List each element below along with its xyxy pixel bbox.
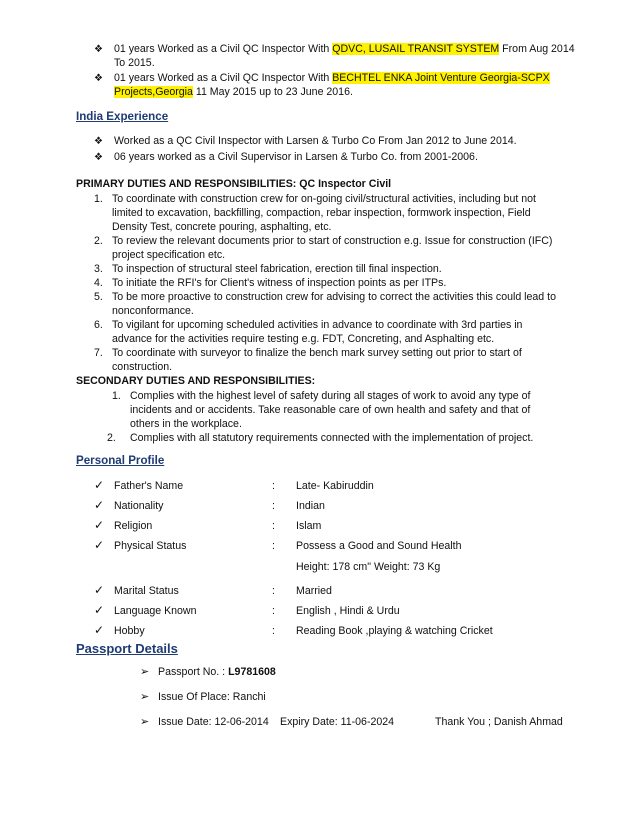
issue-date: Issue Date: 12-06-2014	[158, 716, 269, 728]
highlighted-employer: QDVC, LUSAIL TRANSIT SYSTEM	[332, 43, 500, 55]
checkmark-icon: ✓	[94, 603, 105, 617]
checkmark-icon: ✓	[94, 623, 105, 637]
diamond-bullet-icon: ❖	[94, 136, 103, 147]
issue-place: Issue Of Place: Ranchi	[158, 691, 266, 703]
arrow-bullet-icon: ➢	[140, 716, 150, 728]
diamond-bullet-icon: ❖	[94, 44, 103, 55]
diamond-bullet-icon: ❖	[94, 73, 103, 84]
primary-duties-heading: PRIMARY DUTIES AND RESPONSIBILITIES: QC Inspector Civil	[76, 178, 392, 190]
arrow-bullet-icon: ➢	[140, 666, 150, 678]
passport-number: Passport No. : L9781608	[158, 666, 276, 678]
highlighted-employer: BECHTEL ENKA Joint Venture Georgia-SCPX	[332, 72, 550, 84]
checkmark-icon: ✓	[94, 498, 105, 512]
personal-profile-heading: Personal Profile	[76, 454, 165, 467]
checkmark-icon: ✓	[94, 518, 105, 532]
thank-you-signoff: Thank You ; Danish Ahmad	[435, 716, 563, 728]
diamond-bullet-icon: ❖	[94, 152, 103, 163]
checkmark-icon: ✓	[94, 538, 105, 552]
india-experience-heading: India Experience	[76, 110, 169, 123]
india-item: Worked as a QC Civil Inspector with Larsen & Turbo Co From Jan 2012 to June 2014.	[114, 135, 517, 147]
india-item: 06 years worked as a Civil Supervisor in Larsen & Turbo Co. from 2001-2006.	[114, 151, 478, 163]
expiry-date: Expiry Date: 11-06-2024	[280, 716, 395, 728]
checkmark-icon: ✓	[94, 583, 105, 597]
secondary-duties-heading: SECONDARY DUTIES AND RESPONSIBILITIES:	[76, 375, 316, 387]
highlighted-project: Projects,Georgia	[114, 86, 193, 98]
checkmark-icon: ✓	[94, 478, 105, 492]
arrow-bullet-icon: ➢	[140, 691, 150, 703]
passport-details-heading: Passport Details	[76, 641, 178, 656]
